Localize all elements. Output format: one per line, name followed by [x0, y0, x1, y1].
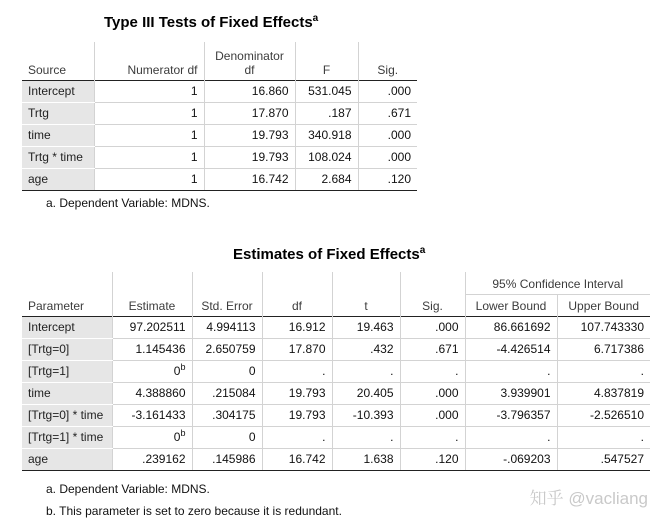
estimate-sup: b [180, 362, 186, 372]
cell-upper-bound: 4.837819 [557, 382, 650, 404]
row-source: Trtg * time [22, 146, 94, 168]
cell-lower-bound: -3.796357 [465, 404, 557, 426]
type3-body [22, 80, 417, 190]
header-lower-bound: Lower Bound [465, 294, 557, 316]
cell-sig: .120 [358, 168, 417, 190]
header-f: F [295, 42, 358, 80]
cell-sig: .000 [400, 316, 465, 338]
estimate-value: -3.161433 [131, 408, 186, 422]
cell-df: . [262, 360, 332, 382]
cell-sig: . [400, 426, 465, 448]
estimates-footnote-b: b. This parameter is set to zero because it is redundant. [46, 504, 342, 518]
row-parameter: Intercept [22, 316, 112, 338]
estimate-value: 1.145436 [135, 342, 186, 356]
cell-t: 20.405 [332, 382, 400, 404]
type3-table [22, 42, 417, 191]
cell-num-df: 1 [94, 168, 204, 190]
header-estimate: Estimate [112, 272, 192, 316]
cell-estimate [112, 426, 192, 448]
cell-t: 19.463 [332, 316, 400, 338]
estimate-value: .239162 [142, 452, 186, 466]
header-sig: Sig. [358, 42, 417, 80]
cell-t: -10.393 [332, 404, 400, 426]
table-row [22, 426, 650, 448]
cell-sig: . [400, 360, 465, 382]
cell-sig: .000 [400, 404, 465, 426]
cell-f: 531.045 [295, 80, 358, 102]
header-confidence-interval: 95% Confidence Interval [465, 272, 650, 294]
cell-lower-bound: 3.939901 [465, 382, 557, 404]
estimate-value: 97.202511 [129, 320, 186, 334]
cell-df: 19.793 [262, 382, 332, 404]
row-source: Intercept [22, 80, 94, 102]
cell-lower-bound: -.069203 [465, 448, 557, 470]
cell-upper-bound: . [557, 426, 650, 448]
cell-std-error: 2.650759 [192, 338, 262, 360]
cell-upper-bound: .547527 [557, 448, 650, 470]
cell-df: 16.742 [262, 448, 332, 470]
header-denominator-df-line1: Denominator [215, 48, 284, 63]
header-sig: Sig. [400, 272, 465, 316]
type3-title-sup: a [312, 13, 319, 24]
cell-den-df: 16.860 [204, 80, 295, 102]
table-row [22, 382, 650, 404]
cell-lower-bound: -4.426514 [465, 338, 557, 360]
cell-sig: .000 [358, 80, 417, 102]
row-parameter: [Trtg=0] * time [22, 404, 112, 426]
row-parameter: age [22, 448, 112, 470]
cell-num-df: 1 [94, 80, 204, 102]
table-row [22, 316, 650, 338]
estimates-table [22, 272, 650, 471]
row-parameter: [Trtg=0] [22, 338, 112, 360]
header-numerator-df: Numerator df [94, 42, 204, 80]
cell-t: 1.638 [332, 448, 400, 470]
estimate-sup: b [180, 428, 186, 438]
estimates-title-text: Estimates of Fixed Effects [233, 246, 420, 263]
table-row [22, 338, 650, 360]
row-source: Trtg [22, 102, 94, 124]
cell-estimate [112, 404, 192, 426]
cell-lower-bound: 86.661692 [465, 316, 557, 338]
row-source: time [22, 124, 94, 146]
cell-std-error: .215084 [192, 382, 262, 404]
cell-lower-bound: . [465, 360, 557, 382]
type3-title-text: Type III Tests of Fixed Effects [104, 14, 313, 31]
estimate-value: 0 [173, 430, 181, 444]
header-upper-bound: Upper Bound [557, 294, 650, 316]
cell-df: 16.912 [262, 316, 332, 338]
table-row [22, 360, 650, 382]
cell-sig: .000 [358, 146, 417, 168]
cell-estimate [112, 360, 192, 382]
header-t: t [332, 272, 400, 316]
estimate-value: 4.388860 [135, 386, 186, 400]
table-row [22, 404, 650, 426]
cell-upper-bound: 107.743330 [557, 316, 650, 338]
cell-sig: .671 [358, 102, 417, 124]
cell-num-df: 1 [94, 102, 204, 124]
cell-den-df: 19.793 [204, 124, 295, 146]
table-row [22, 146, 417, 168]
header-parameter: Parameter [28, 298, 85, 313]
cell-t: . [332, 360, 400, 382]
cell-den-df: 17.870 [204, 102, 295, 124]
header-source: Source [28, 62, 67, 77]
header-df: df [262, 272, 332, 316]
watermark: 知乎 @vacliang [529, 489, 648, 508]
cell-upper-bound: 6.717386 [557, 338, 650, 360]
cell-num-df: 1 [94, 124, 204, 146]
estimates-title [233, 246, 425, 263]
row-parameter: [Trtg=1] * time [22, 426, 112, 448]
cell-estimate [112, 338, 192, 360]
cell-std-error: 4.994113 [192, 316, 262, 338]
row-parameter: time [22, 382, 112, 404]
cell-sig: .671 [400, 338, 465, 360]
cell-upper-bound: -2.526510 [557, 404, 650, 426]
estimates-footnote-a: a. Dependent Variable: MDNS. [46, 482, 210, 496]
header-denominator-df-line2: df [244, 62, 255, 77]
cell-f: 2.684 [295, 168, 358, 190]
table-row [22, 102, 417, 124]
table-row [22, 168, 417, 190]
cell-t: .432 [332, 338, 400, 360]
row-parameter: [Trtg=1] [22, 360, 112, 382]
cell-t: . [332, 426, 400, 448]
cell-f: .187 [295, 102, 358, 124]
cell-num-df: 1 [94, 146, 204, 168]
cell-std-error: 0 [192, 360, 262, 382]
cell-f: 340.918 [295, 124, 358, 146]
table-row [22, 448, 650, 470]
type3-title [104, 14, 318, 31]
cell-df: 19.793 [262, 404, 332, 426]
table-row [22, 80, 417, 102]
table-row [22, 124, 417, 146]
cell-upper-bound: . [557, 360, 650, 382]
type3-footnote: a. Dependent Variable: MDNS. [46, 196, 210, 210]
cell-sig: .120 [400, 448, 465, 470]
estimates-body [22, 316, 650, 470]
cell-lower-bound: . [465, 426, 557, 448]
cell-std-error: 0 [192, 426, 262, 448]
estimate-value: 0 [173, 364, 181, 378]
header-std-error: Std. Error [192, 272, 262, 316]
cell-estimate [112, 448, 192, 470]
cell-den-df: 16.742 [204, 168, 295, 190]
cell-estimate [112, 382, 192, 404]
header-denominator-df [204, 42, 295, 80]
cell-df: . [262, 426, 332, 448]
cell-std-error: .145986 [192, 448, 262, 470]
cell-den-df: 19.793 [204, 146, 295, 168]
row-source: age [22, 168, 94, 190]
cell-std-error: .304175 [192, 404, 262, 426]
estimates-title-sup: a [419, 245, 426, 256]
cell-sig: .000 [400, 382, 465, 404]
cell-f: 108.024 [295, 146, 358, 168]
cell-sig: .000 [358, 124, 417, 146]
cell-df: 17.870 [262, 338, 332, 360]
cell-estimate [112, 316, 192, 338]
